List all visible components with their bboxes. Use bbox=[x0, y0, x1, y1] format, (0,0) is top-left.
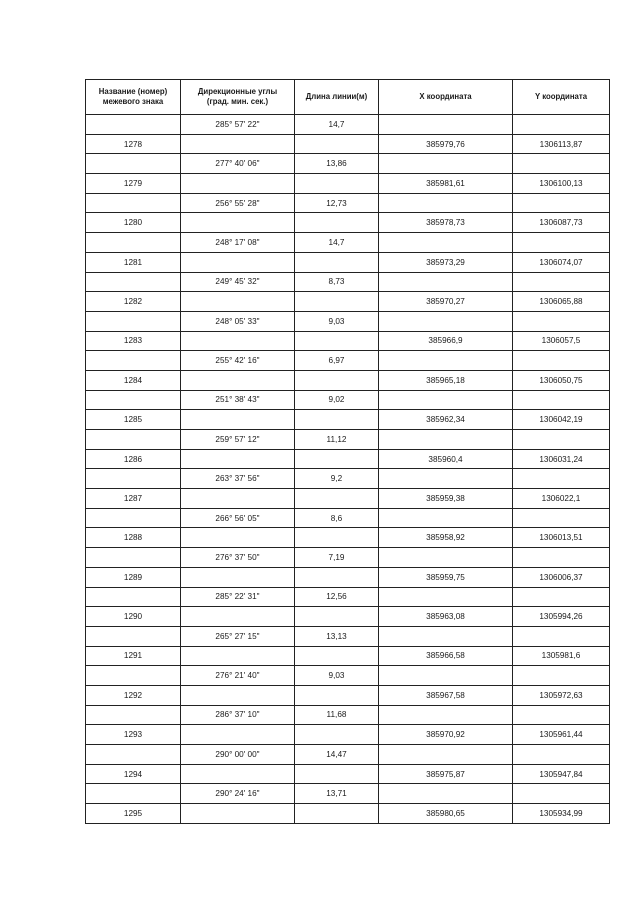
point-name-cell bbox=[86, 311, 181, 331]
x-coordinate-cell: 385958,92 bbox=[379, 528, 513, 548]
x-coordinate-cell: 385967,58 bbox=[379, 685, 513, 705]
y-coordinate-cell bbox=[513, 784, 610, 804]
y-coordinate-cell bbox=[513, 311, 610, 331]
x-coordinate-cell: 385963,08 bbox=[379, 607, 513, 627]
point-name-cell: 1282 bbox=[86, 292, 181, 312]
point-name-cell bbox=[86, 193, 181, 213]
bearing-cell bbox=[181, 370, 295, 390]
y-coordinate-cell bbox=[513, 193, 610, 213]
bearing-cell: 256° 55' 28" bbox=[181, 193, 295, 213]
bearing-cell bbox=[181, 292, 295, 312]
bearing-cell bbox=[181, 213, 295, 233]
length-cell bbox=[295, 410, 379, 430]
point-name-cell bbox=[86, 233, 181, 253]
x-coordinate-cell: 385970,27 bbox=[379, 292, 513, 312]
segment-row bbox=[86, 430, 610, 450]
y-coordinate-cell: 1305961,44 bbox=[513, 725, 610, 745]
point-row bbox=[86, 725, 610, 745]
bearing-cell: 251° 38' 43" bbox=[181, 390, 295, 410]
point-name-cell bbox=[86, 508, 181, 528]
length-cell: 6,97 bbox=[295, 351, 379, 371]
point-row bbox=[86, 607, 610, 627]
length-cell: 8,6 bbox=[295, 508, 379, 528]
header-y-coordinate: Y координата bbox=[513, 80, 610, 115]
x-coordinate-cell bbox=[379, 351, 513, 371]
bearing-cell bbox=[181, 646, 295, 666]
y-coordinate-cell bbox=[513, 272, 610, 292]
point-row bbox=[86, 213, 610, 233]
bearing-cell: 266° 56' 05" bbox=[181, 508, 295, 528]
point-name-cell: 1284 bbox=[86, 370, 181, 390]
length-cell: 11,12 bbox=[295, 430, 379, 450]
segment-row bbox=[86, 548, 610, 568]
segment-row bbox=[86, 508, 610, 528]
point-row bbox=[86, 331, 610, 351]
point-row bbox=[86, 449, 610, 469]
point-row bbox=[86, 174, 610, 194]
y-coordinate-cell bbox=[513, 115, 610, 135]
segment-row bbox=[86, 233, 610, 253]
point-name-cell bbox=[86, 351, 181, 371]
x-coordinate-cell bbox=[379, 666, 513, 686]
segment-row bbox=[86, 705, 610, 725]
y-coordinate-cell: 1306087,73 bbox=[513, 213, 610, 233]
x-coordinate-cell: 385962,34 bbox=[379, 410, 513, 430]
point-row bbox=[86, 528, 610, 548]
segment-row bbox=[86, 311, 610, 331]
bearing-cell: 285° 57' 22" bbox=[181, 115, 295, 135]
length-cell: 14,7 bbox=[295, 115, 379, 135]
bearing-cell bbox=[181, 134, 295, 154]
point-name-cell bbox=[86, 587, 181, 607]
y-coordinate-cell: 1306006,37 bbox=[513, 567, 610, 587]
point-name-cell: 1292 bbox=[86, 685, 181, 705]
point-row bbox=[86, 804, 610, 824]
bearing-cell bbox=[181, 174, 295, 194]
bearing-cell bbox=[181, 528, 295, 548]
point-name-cell bbox=[86, 469, 181, 489]
y-coordinate-cell: 1306074,07 bbox=[513, 252, 610, 272]
point-name-cell bbox=[86, 705, 181, 725]
x-coordinate-cell: 385970,92 bbox=[379, 725, 513, 745]
length-cell bbox=[295, 804, 379, 824]
bearing-cell: 276° 37' 50" bbox=[181, 548, 295, 568]
x-coordinate-cell: 385979,76 bbox=[379, 134, 513, 154]
length-cell: 9,02 bbox=[295, 390, 379, 410]
length-cell bbox=[295, 607, 379, 627]
point-name-cell: 1291 bbox=[86, 646, 181, 666]
point-name-cell bbox=[86, 154, 181, 174]
bearing-cell bbox=[181, 252, 295, 272]
length-cell: 12,56 bbox=[295, 587, 379, 607]
bearing-cell bbox=[181, 331, 295, 351]
length-cell: 13,13 bbox=[295, 626, 379, 646]
bearing-cell: 248° 05' 33" bbox=[181, 311, 295, 331]
y-coordinate-cell bbox=[513, 666, 610, 686]
y-coordinate-cell bbox=[513, 626, 610, 646]
bearing-cell bbox=[181, 607, 295, 627]
x-coordinate-cell: 385966,58 bbox=[379, 646, 513, 666]
y-coordinate-cell bbox=[513, 469, 610, 489]
point-row bbox=[86, 292, 610, 312]
bearing-cell bbox=[181, 410, 295, 430]
bearing-cell bbox=[181, 567, 295, 587]
segment-row bbox=[86, 154, 610, 174]
bearing-cell bbox=[181, 449, 295, 469]
x-coordinate-cell: 385966,9 bbox=[379, 331, 513, 351]
point-name-cell: 1281 bbox=[86, 252, 181, 272]
bearing-cell: 285° 22' 31" bbox=[181, 587, 295, 607]
x-coordinate-cell bbox=[379, 626, 513, 646]
length-cell bbox=[295, 252, 379, 272]
bearing-cell bbox=[181, 804, 295, 824]
segment-row bbox=[86, 784, 610, 804]
point-name-cell: 1285 bbox=[86, 410, 181, 430]
y-coordinate-cell bbox=[513, 745, 610, 765]
y-coordinate-cell bbox=[513, 351, 610, 371]
segment-row bbox=[86, 351, 610, 371]
x-coordinate-cell: 385959,75 bbox=[379, 567, 513, 587]
point-name-cell bbox=[86, 115, 181, 135]
x-coordinate-cell bbox=[379, 115, 513, 135]
y-coordinate-cell bbox=[513, 705, 610, 725]
bearing-cell bbox=[181, 685, 295, 705]
table-header bbox=[86, 80, 610, 115]
point-name-cell: 1286 bbox=[86, 449, 181, 469]
length-cell bbox=[295, 528, 379, 548]
bearing-cell: 249° 45' 32" bbox=[181, 272, 295, 292]
segment-row bbox=[86, 587, 610, 607]
length-cell bbox=[295, 725, 379, 745]
segment-row bbox=[86, 745, 610, 765]
y-coordinate-cell bbox=[513, 233, 610, 253]
bearing-cell: 248° 17' 08" bbox=[181, 233, 295, 253]
length-cell bbox=[295, 685, 379, 705]
point-name-cell: 1279 bbox=[86, 174, 181, 194]
point-row bbox=[86, 567, 610, 587]
point-row bbox=[86, 252, 610, 272]
length-cell: 9,03 bbox=[295, 311, 379, 331]
x-coordinate-cell bbox=[379, 193, 513, 213]
length-cell: 13,86 bbox=[295, 154, 379, 174]
segment-row bbox=[86, 390, 610, 410]
bearing-cell: 277° 40' 06" bbox=[181, 154, 295, 174]
point-name-cell bbox=[86, 626, 181, 646]
length-cell bbox=[295, 567, 379, 587]
bearing-cell: 290° 00' 00" bbox=[181, 745, 295, 765]
segment-row bbox=[86, 272, 610, 292]
header-length: Длина линии(м) bbox=[295, 80, 379, 115]
x-coordinate-cell: 385959,38 bbox=[379, 489, 513, 509]
length-cell bbox=[295, 331, 379, 351]
x-coordinate-cell bbox=[379, 469, 513, 489]
bearing-cell bbox=[181, 764, 295, 784]
x-coordinate-cell bbox=[379, 233, 513, 253]
point-name-cell: 1278 bbox=[86, 134, 181, 154]
length-cell: 7,19 bbox=[295, 548, 379, 568]
length-cell: 9,2 bbox=[295, 469, 379, 489]
y-coordinate-cell: 1305947,84 bbox=[513, 764, 610, 784]
length-cell bbox=[295, 213, 379, 233]
x-coordinate-cell bbox=[379, 272, 513, 292]
length-cell bbox=[295, 134, 379, 154]
point-name-cell: 1289 bbox=[86, 567, 181, 587]
segment-row bbox=[86, 115, 610, 135]
y-coordinate-cell bbox=[513, 154, 610, 174]
y-coordinate-cell bbox=[513, 390, 610, 410]
y-coordinate-cell: 1306100,13 bbox=[513, 174, 610, 194]
point-name-cell: 1295 bbox=[86, 804, 181, 824]
x-coordinate-cell bbox=[379, 154, 513, 174]
point-name-cell: 1294 bbox=[86, 764, 181, 784]
bearing-cell: 259° 57' 12" bbox=[181, 430, 295, 450]
bearing-cell: 255° 42' 16" bbox=[181, 351, 295, 371]
x-coordinate-cell bbox=[379, 745, 513, 765]
length-cell: 13,71 bbox=[295, 784, 379, 804]
length-cell bbox=[295, 174, 379, 194]
y-coordinate-cell: 1306042,19 bbox=[513, 410, 610, 430]
header-bearing: Дирекционные углы (град. мин. сек.) bbox=[181, 80, 295, 115]
y-coordinate-cell: 1305994,26 bbox=[513, 607, 610, 627]
segment-row bbox=[86, 626, 610, 646]
point-name-cell bbox=[86, 745, 181, 765]
y-coordinate-cell: 1306031,24 bbox=[513, 449, 610, 469]
segment-row bbox=[86, 193, 610, 213]
segment-row bbox=[86, 469, 610, 489]
bearing-cell: 263° 37' 56" bbox=[181, 469, 295, 489]
x-coordinate-cell: 385981,61 bbox=[379, 174, 513, 194]
x-coordinate-cell bbox=[379, 508, 513, 528]
length-cell bbox=[295, 764, 379, 784]
point-name-cell: 1293 bbox=[86, 725, 181, 745]
length-cell: 11,68 bbox=[295, 705, 379, 725]
point-row bbox=[86, 410, 610, 430]
y-coordinate-cell: 1305934,99 bbox=[513, 804, 610, 824]
y-coordinate-cell bbox=[513, 430, 610, 450]
point-name-cell bbox=[86, 390, 181, 410]
point-row bbox=[86, 764, 610, 784]
bearing-cell: 286° 37' 10" bbox=[181, 705, 295, 725]
x-coordinate-cell bbox=[379, 311, 513, 331]
point-row bbox=[86, 685, 610, 705]
x-coordinate-cell bbox=[379, 784, 513, 804]
bearing-cell bbox=[181, 725, 295, 745]
bearing-cell: 276° 21' 40" bbox=[181, 666, 295, 686]
header-point-name: Название (номер) межевого знака bbox=[86, 80, 181, 115]
x-coordinate-cell bbox=[379, 430, 513, 450]
table-body bbox=[86, 115, 610, 824]
y-coordinate-cell bbox=[513, 508, 610, 528]
length-cell bbox=[295, 292, 379, 312]
length-cell bbox=[295, 489, 379, 509]
y-coordinate-cell: 1306057,5 bbox=[513, 331, 610, 351]
x-coordinate-cell bbox=[379, 548, 513, 568]
y-coordinate-cell: 1306013,51 bbox=[513, 528, 610, 548]
point-row bbox=[86, 489, 610, 509]
point-row bbox=[86, 134, 610, 154]
point-name-cell: 1280 bbox=[86, 213, 181, 233]
x-coordinate-cell: 385965,18 bbox=[379, 370, 513, 390]
x-coordinate-cell: 385980,65 bbox=[379, 804, 513, 824]
point-name-cell bbox=[86, 548, 181, 568]
y-coordinate-cell: 1306113,87 bbox=[513, 134, 610, 154]
x-coordinate-cell bbox=[379, 587, 513, 607]
bearing-cell: 265° 27' 15" bbox=[181, 626, 295, 646]
point-name-cell bbox=[86, 430, 181, 450]
point-name-cell bbox=[86, 784, 181, 804]
bearing-cell bbox=[181, 489, 295, 509]
y-coordinate-cell: 1305972,63 bbox=[513, 685, 610, 705]
point-name-cell: 1283 bbox=[86, 331, 181, 351]
x-coordinate-cell: 385978,73 bbox=[379, 213, 513, 233]
point-name-cell: 1287 bbox=[86, 489, 181, 509]
y-coordinate-cell: 1306065,88 bbox=[513, 292, 610, 312]
point-row bbox=[86, 646, 610, 666]
y-coordinate-cell: 1305981,6 bbox=[513, 646, 610, 666]
y-coordinate-cell: 1306050,75 bbox=[513, 370, 610, 390]
point-name-cell: 1290 bbox=[86, 607, 181, 627]
point-row bbox=[86, 370, 610, 390]
y-coordinate-cell: 1306022,1 bbox=[513, 489, 610, 509]
coordinates-table bbox=[85, 79, 610, 824]
length-cell: 12,73 bbox=[295, 193, 379, 213]
length-cell: 9,03 bbox=[295, 666, 379, 686]
header-x-coordinate: X координата bbox=[379, 80, 513, 115]
point-name-cell bbox=[86, 666, 181, 686]
length-cell: 8,73 bbox=[295, 272, 379, 292]
x-coordinate-cell: 385975,87 bbox=[379, 764, 513, 784]
length-cell bbox=[295, 646, 379, 666]
x-coordinate-cell bbox=[379, 390, 513, 410]
length-cell bbox=[295, 449, 379, 469]
segment-row bbox=[86, 666, 610, 686]
x-coordinate-cell: 385973,29 bbox=[379, 252, 513, 272]
y-coordinate-cell bbox=[513, 587, 610, 607]
length-cell: 14,7 bbox=[295, 233, 379, 253]
point-name-cell: 1288 bbox=[86, 528, 181, 548]
length-cell: 14,47 bbox=[295, 745, 379, 765]
y-coordinate-cell bbox=[513, 548, 610, 568]
point-name-cell bbox=[86, 272, 181, 292]
length-cell bbox=[295, 370, 379, 390]
bearing-cell: 290° 24' 16" bbox=[181, 784, 295, 804]
x-coordinate-cell: 385960,4 bbox=[379, 449, 513, 469]
x-coordinate-cell bbox=[379, 705, 513, 725]
